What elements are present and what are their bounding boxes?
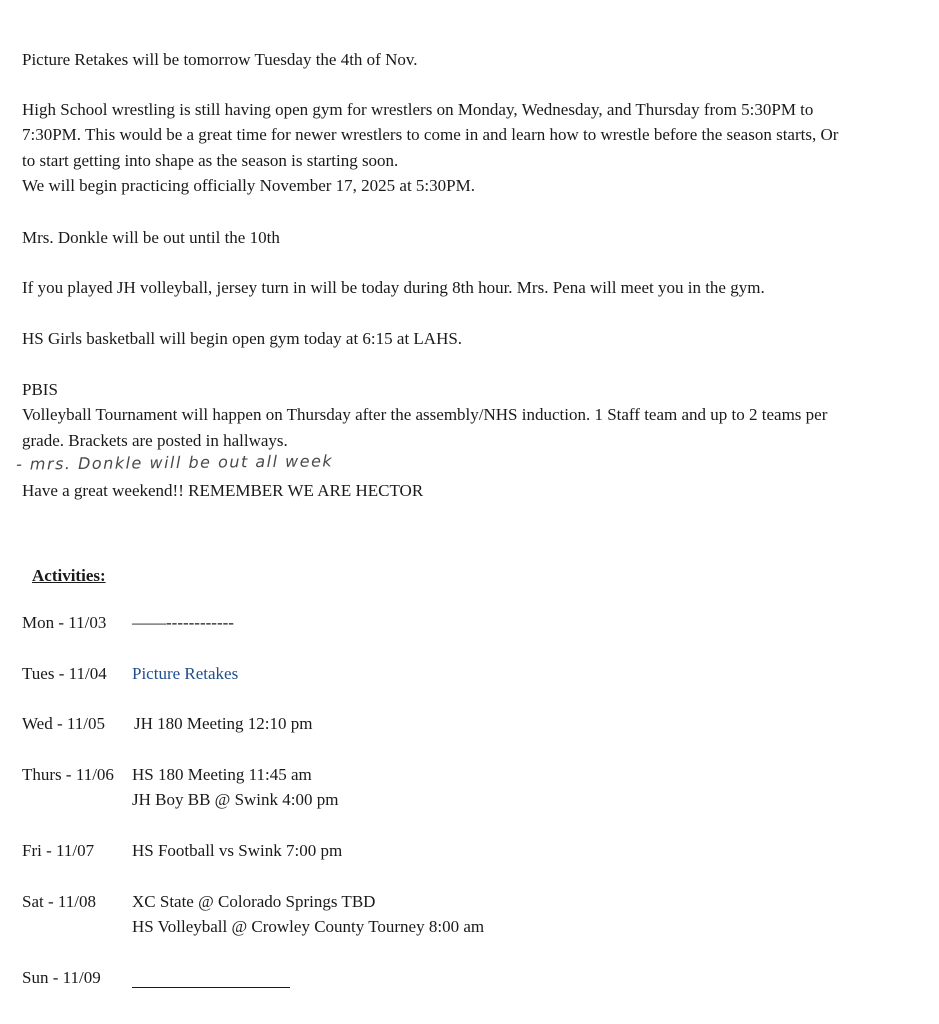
pbis-heading: PBIS bbox=[22, 380, 58, 399]
wrestling-announcement-line-1: High School wrestling is still having open gym for wrestlers on Monday, Wednesday, and Thursday from 5:30PM to bbox=[22, 100, 814, 119]
volleyball-jersey-announcement: If you played JH volleyball, jersey turn in will be today during 8th hour. Mrs. Pena will meet you in the gym. bbox=[22, 278, 765, 297]
activity-event-thu-2: JH Boy BB @ Swink 4:00 pm bbox=[132, 790, 339, 809]
closing-message: Have a great weekend!! REMEMBER WE ARE HECTOR bbox=[22, 481, 424, 500]
handwritten-note: - mrs. Donkle will be out all week bbox=[15, 451, 334, 474]
activity-day-fri: Fri - 11/07 bbox=[22, 841, 95, 860]
activity-event-sat-2: HS Volleyball @ Crowley County Tourney 8:00 am bbox=[132, 917, 485, 936]
activity-event-mon: ——------------ bbox=[132, 613, 234, 632]
girls-basketball-announcement: HS Girls basketball will begin open gym today at 6:15 at LAHS. bbox=[22, 329, 463, 348]
activity-event-sun-blank bbox=[132, 987, 290, 988]
practice-announcement: We will begin practicing officially November 17, 2025 at 5:30PM. bbox=[22, 176, 475, 195]
activity-event-tue-link[interactable]: Picture Retakes bbox=[132, 664, 239, 683]
activity-event-sat-1: XC State @ Colorado Springs TBD bbox=[132, 892, 376, 911]
wrestling-announcement-line-2: 7:30PM. This would be a great time for newer wrestlers to come in and learn how to wrestle before the season starts, Or bbox=[22, 125, 839, 144]
tournament-announcement-line-1: Volleyball Tournament will happen on Thursday after the assembly/NHS induction. 1 Staff team and up to 2 teams per bbox=[22, 405, 828, 424]
activity-day-sat: Sat - 11/08 bbox=[22, 892, 96, 911]
activity-event-fri: HS Football vs Swink 7:00 pm bbox=[132, 841, 343, 860]
activity-event-wed: JH 180 Meeting 12:10 pm bbox=[134, 714, 313, 733]
activity-day-thu: Thurs - 11/06 bbox=[22, 765, 114, 784]
activity-event-thu-1: HS 180 Meeting 11:45 am bbox=[132, 765, 312, 784]
tournament-announcement-line-2: grade. Brackets are posted in hallways. bbox=[22, 431, 288, 450]
activity-day-mon: Mon - 11/03 bbox=[22, 613, 107, 632]
activity-day-wed: Wed - 11/05 bbox=[22, 714, 105, 733]
retakes-announcement: Picture Retakes will be tomorrow Tuesday the 4th of Nov. bbox=[22, 50, 418, 69]
activities-heading: Activities: bbox=[32, 566, 106, 585]
activity-day-tue: Tues - 11/04 bbox=[22, 664, 107, 683]
wrestling-announcement-line-3: to start getting into shape as the season is starting soon. bbox=[22, 151, 399, 170]
donkle-announcement: Mrs. Donkle will be out until the 10th bbox=[22, 228, 280, 247]
activity-day-sun: Sun - 11/09 bbox=[22, 968, 101, 987]
